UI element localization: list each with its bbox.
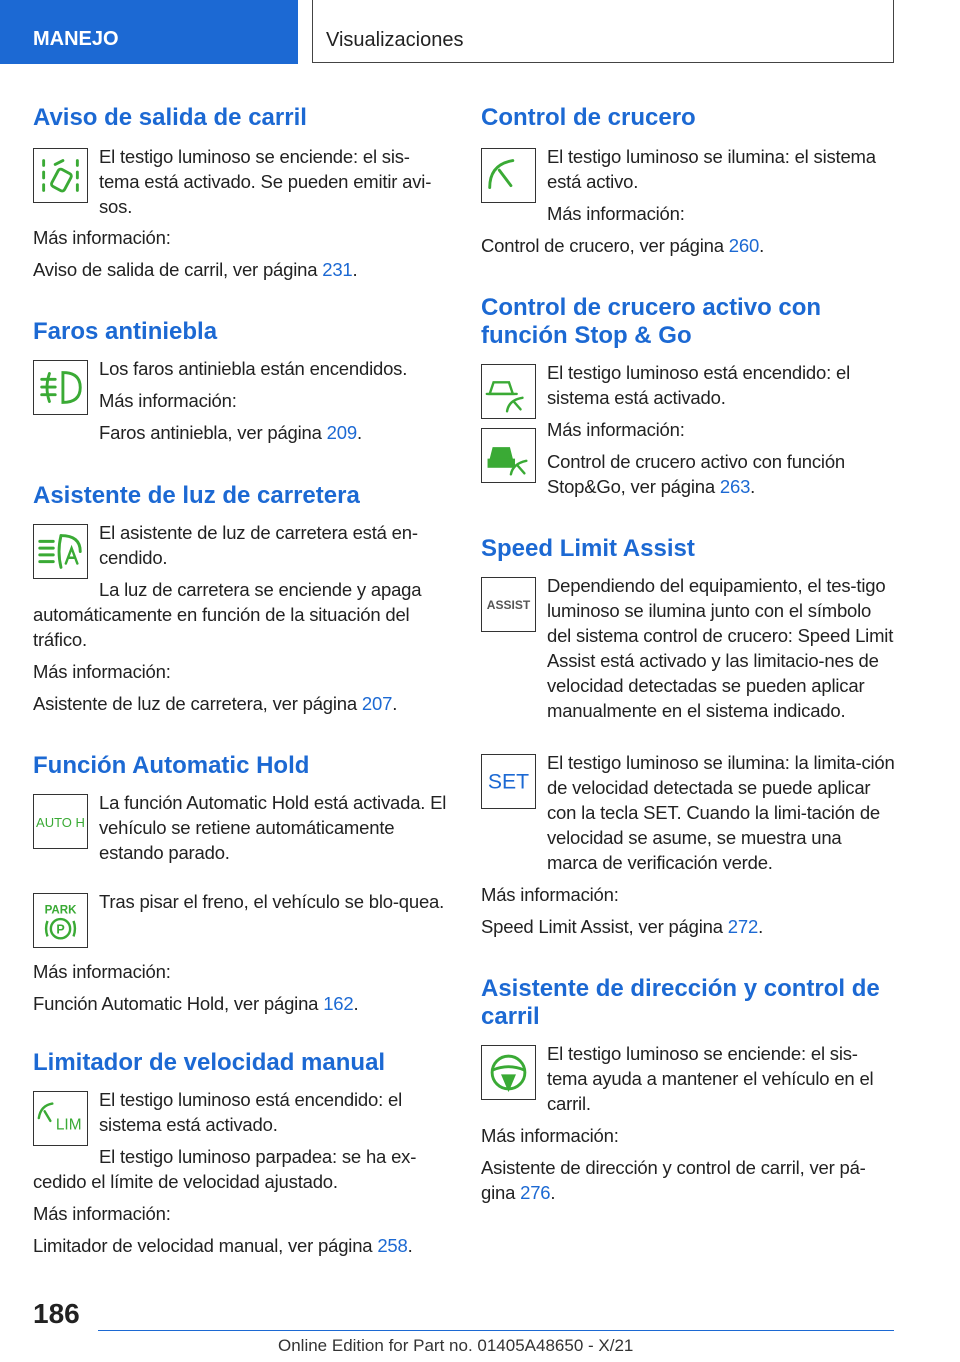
page-link[interactable]: 263 bbox=[719, 476, 751, 497]
section-active-cruise bbox=[481, 360, 896, 499]
page-link[interactable]: 272 bbox=[727, 916, 759, 937]
svg-text:AUTO H: AUTO H bbox=[36, 814, 85, 830]
text: El testigo luminoso se ilumina: la limita-ción de velocidad detectada se puede aplicar con la tecla SET. Cuando la limi-tación de velocidad se asume, se muestra una marca de verificación verde. bbox=[547, 752, 895, 873]
text: Los faros antiniebla están encendidos. bbox=[99, 358, 408, 379]
lane-departure-icon bbox=[33, 148, 88, 203]
page-link[interactable]: 258 bbox=[377, 1235, 408, 1256]
page-link[interactable]: 231 bbox=[322, 259, 353, 280]
section-park bbox=[33, 889, 448, 949]
svg-text:ASSIST: ASSIST bbox=[486, 597, 531, 612]
reference: Aviso de salida de carril, ver página 231. bbox=[33, 259, 358, 280]
reference: Control de crucero, ver página 260. bbox=[481, 235, 765, 256]
left-column bbox=[33, 104, 448, 1258]
section-title: Speed Limit Assist bbox=[481, 535, 695, 562]
text: El asistente de luz de carretera está en-cendido. bbox=[99, 522, 418, 568]
text: Más información: bbox=[33, 227, 171, 248]
cruise-control-icon bbox=[481, 148, 536, 203]
text: Más información: bbox=[33, 961, 171, 982]
footer-divider bbox=[98, 1330, 894, 1331]
header-section: MANEJO bbox=[33, 28, 119, 50]
active-cruise-icon bbox=[481, 364, 536, 419]
text: El testigo luminoso está encendido: el sistema está activado. bbox=[547, 362, 850, 408]
text: Tras pisar el freno, el vehículo se blo-quea. bbox=[99, 891, 445, 912]
text: El testigo luminoso se enciende: el sis-tema ayuda a mantener el vehículo en el carril. bbox=[547, 1043, 874, 1114]
section-title: Limitador de velocidad manual bbox=[33, 1049, 386, 1076]
page-link[interactable]: 162 bbox=[323, 993, 354, 1014]
active-cruise-vehicle-icon bbox=[481, 428, 536, 483]
section-title: Faros antiniebla bbox=[33, 318, 218, 345]
fog-lights-icon bbox=[33, 360, 88, 415]
section-set bbox=[481, 750, 896, 875]
high-beam-assist-icon bbox=[33, 524, 88, 579]
auto-hold-icon bbox=[33, 794, 88, 849]
text: La luz de carretera se enciende y apaga automáticamente en función de la situación del tráfico. bbox=[33, 579, 422, 650]
header-section-tab bbox=[0, 0, 298, 64]
section-fog-lights bbox=[33, 356, 448, 445]
header-topic: Visualizaciones bbox=[326, 29, 464, 51]
svg-text:PARK: PARK bbox=[44, 904, 77, 917]
page-link[interactable]: 260 bbox=[728, 235, 760, 256]
reference: Asistente de luz de carretera, ver página 207. bbox=[33, 693, 398, 714]
section-high-beam-assist bbox=[33, 520, 448, 652]
set-icon bbox=[481, 754, 536, 809]
footer-edition: Online Edition for Part no. 01405A48650 - X/21 bbox=[278, 1336, 634, 1355]
text: El testigo luminoso está encendido: el sistema está activado. bbox=[99, 1089, 402, 1135]
text: Más información: bbox=[33, 661, 171, 682]
page-link[interactable]: 209 bbox=[326, 422, 357, 443]
reference: Faros antiniebla, ver página 209. bbox=[99, 422, 362, 443]
reference: Asistente de dirección y control de carril, ver pá-gina 276. bbox=[481, 1157, 866, 1203]
right-column bbox=[481, 104, 896, 1205]
reference: Speed Limit Assist, ver página 272. bbox=[481, 916, 764, 937]
section-title: Función Automatic Hold bbox=[33, 752, 310, 779]
section-title: Asistente de luz de carretera bbox=[33, 482, 360, 509]
speed-limiter-icon bbox=[33, 1091, 88, 1146]
section-steering-assist bbox=[481, 1041, 896, 1116]
svg-text:LIM: LIM bbox=[55, 1116, 82, 1134]
page-link[interactable]: 207 bbox=[361, 693, 393, 714]
text: Más información: bbox=[547, 203, 685, 224]
text: El testigo luminoso se enciende: el sis-tema está activado. Se pueden emitir avi-sos. bbox=[99, 146, 432, 217]
section-title: Aviso de salida de carril bbox=[33, 104, 307, 131]
text: Más información: bbox=[481, 884, 619, 905]
section-cruise-control bbox=[481, 144, 896, 226]
text: Más información: bbox=[481, 1125, 619, 1146]
speed-limit-assist-icon bbox=[481, 577, 536, 632]
text: Dependiendo del equipamiento, el tes-tigo luminoso se ilumina junto con el símbolo del sistema control de crucero: Speed Limit Assist está activado y las limitacio-nes de velocidad detectadas se pueden aplicar manualmente en el sistema indicado. bbox=[547, 575, 894, 721]
page-number: 186 bbox=[33, 1298, 80, 1329]
reference: Función Automatic Hold, ver página 162. bbox=[33, 993, 359, 1014]
text: Más información: bbox=[33, 1203, 171, 1224]
text: Más información: bbox=[547, 419, 685, 440]
reference: Limitador de velocidad manual, ver página 258. bbox=[33, 1235, 413, 1256]
header-topic-box bbox=[312, 0, 894, 63]
text: Más información: bbox=[99, 390, 237, 411]
text: El testigo luminoso parpadea: se ha ex-cedido el límite de velocidad ajustado. bbox=[33, 1146, 417, 1192]
section-speed-limit-assist bbox=[481, 573, 896, 723]
section-automatic-hold bbox=[33, 790, 448, 865]
section-speed-limiter bbox=[33, 1087, 448, 1194]
section-title: Asistente de dirección y control de carril bbox=[481, 975, 880, 1030]
page-link[interactable]: 276 bbox=[520, 1182, 551, 1203]
text: La función Automatic Hold está activada. El vehículo se retiene automáticamente estando parado. bbox=[99, 792, 447, 863]
park-brake-icon bbox=[33, 893, 88, 948]
text: El testigo luminoso se ilumina: el sistema está activo. bbox=[547, 146, 876, 192]
steering-assist-icon bbox=[481, 1045, 536, 1100]
section-title: Control de crucero bbox=[481, 104, 696, 131]
section-title: Control de crucero activo con función Stop & Go bbox=[481, 294, 822, 349]
reference: Control de crucero activo con función Stop&Go, ver página 263. bbox=[547, 451, 846, 497]
svg-text:P: P bbox=[56, 922, 65, 937]
section-lane-departure bbox=[33, 144, 448, 219]
svg-text:SET: SET bbox=[487, 770, 530, 794]
